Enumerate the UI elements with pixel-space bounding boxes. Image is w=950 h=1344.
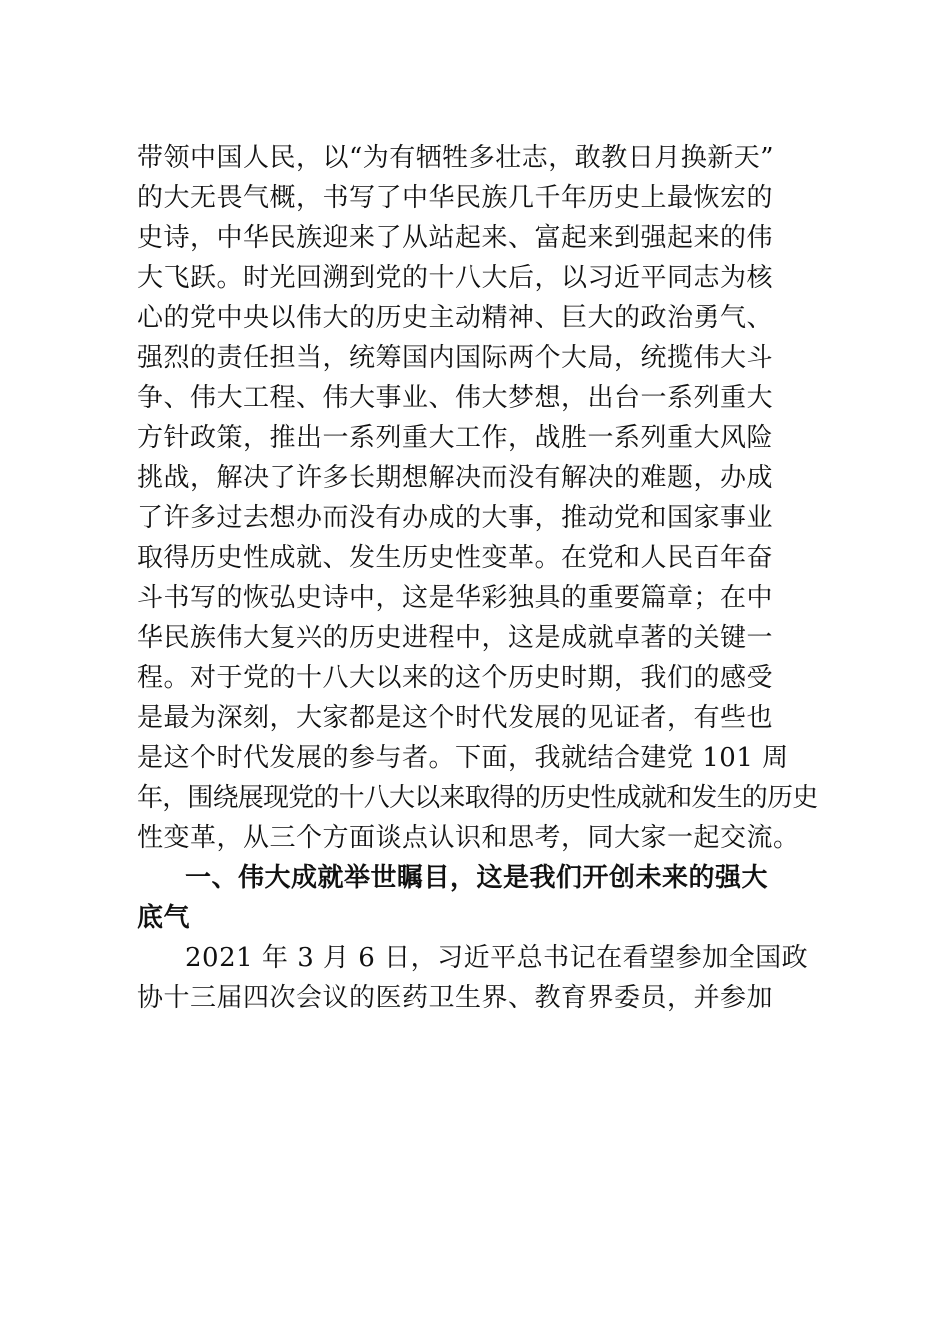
- body-line: 史诗，中华民族迎来了从站起来、富起来到强起来的伟: [137, 223, 774, 253]
- body-line: 方针政策，推出一系列重大工作，战胜一系列重大风险: [137, 423, 774, 453]
- body-line: 挑战，解决了许多长期想解决而没有解决的难题，办成: [137, 463, 774, 493]
- body-line: 华民族伟大复兴的历史进程中，这是成就卓著的关键一: [137, 623, 774, 653]
- next-paragraph-line: 2021 年 3 月 6 日，习近平总书记在看望参加全国政: [185, 943, 809, 973]
- body-line: 强烈的责任担当，统筹国内国际两个大局，统揽伟大斗: [137, 343, 774, 373]
- body-line: 是这个时代发展的参与者。下面，我就结合建党 101 周: [137, 743, 789, 773]
- body-line: 性变革，从三个方面谈点认识和思考，同大家一起交流。: [137, 823, 800, 853]
- next-paragraph-line: 协十三届四次会议的医药卫生界、教育界委员，并参加: [137, 983, 774, 1013]
- body-line: 年，围绕展现党的十八大以来取得的历史性成就和发生的历史: [137, 783, 818, 813]
- body-line: 是最为深刻，大家都是这个时代发展的见证者，有些也: [137, 703, 774, 733]
- body-line: 了许多过去想办而没有办成的大事，推动党和国家事业: [137, 503, 774, 533]
- body-line: 取得历史性成就、发生历史性变革。在党和人民百年奋: [137, 543, 774, 573]
- body-line: 争、伟大工程、伟大事业、伟大梦想，出台一系列重大: [137, 383, 774, 413]
- body-line: 斗书写的恢弘史诗中，这是华彩独具的重要篇章；在中: [137, 583, 774, 613]
- body-line: 程。对于党的十八大以来的这个历史时期，我们的感受: [137, 663, 774, 693]
- section-heading-line: 底气: [137, 903, 191, 933]
- body-line: 带领中国人民，以“为有牺牲多壮志，敢教日月换新天”: [137, 143, 775, 173]
- section-heading-line: 一、伟大成就举世瞩目，这是我们开创未来的强大: [185, 863, 769, 893]
- body-line: 心的党中央以伟大的历史主动精神、巨大的政治勇气、: [137, 303, 774, 333]
- body-line: 的大无畏气概，书写了中华民族几千年历史上最恢宏的: [137, 183, 774, 213]
- body-line: 大飞跃。时光回溯到党的十八大后，以习近平同志为核: [137, 263, 774, 293]
